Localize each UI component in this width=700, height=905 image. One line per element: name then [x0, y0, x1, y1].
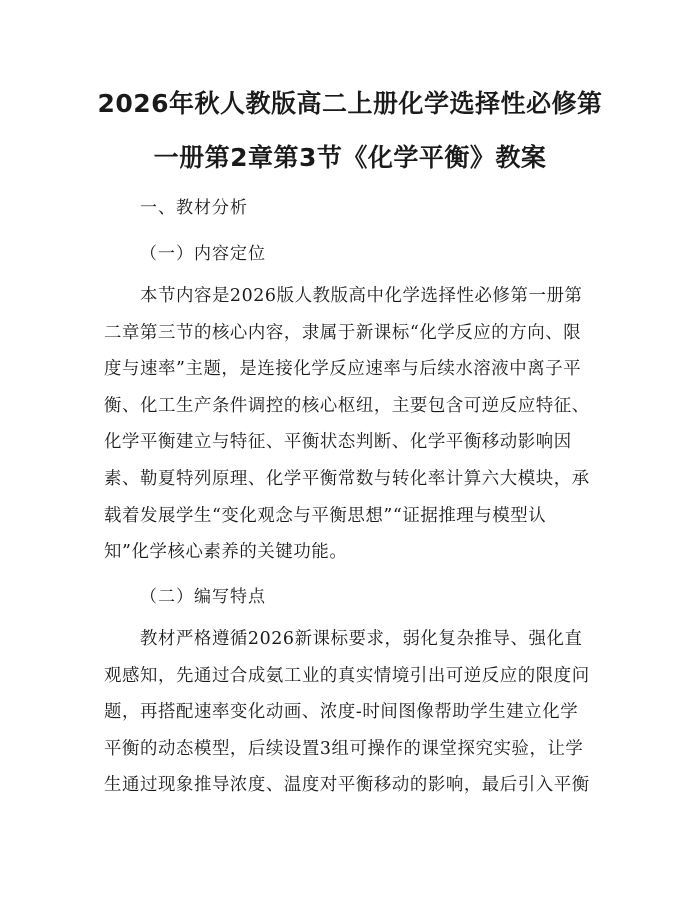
paragraph-line: 本节内容是2026版人教版高中化学选择性必修第一册第	[104, 286, 583, 306]
subsection-heading-writing-features: （二）编写特点	[140, 587, 266, 607]
document-title-line-1: 2026年秋人教版高二上册化学选择性必修第	[97, 89, 603, 118]
paragraph-line: 度与速率”主题，是连接化学反应速率与后续水溶液中离子平	[104, 359, 582, 380]
document-title-line-2: 一册第2章第3节《化学平衡》教案	[153, 143, 547, 172]
paragraph-line: 衡、化工生产条件调控的核心枢纽，主要包含可逆反应特征、	[104, 395, 590, 416]
paragraph-line: 化学平衡建立与特征、平衡状态判断、化学平衡移动影响因	[104, 432, 572, 453]
paragraph-line: 题，再搭配速率变化动画、浓度-时间图像帮助学生建立化学	[104, 702, 579, 723]
subsection-heading-content-positioning: （一）内容定位	[140, 244, 266, 264]
paragraph-line: 素、勒夏特列原理、化学平衡常数与转化率计算六大模块，承	[104, 468, 590, 489]
paragraph-line: 教材严格遵循2026新课标要求，弱化复杂推导、强化直	[104, 629, 583, 649]
paragraph-line: 知”化学核心素养的关键功能。	[104, 542, 348, 563]
paragraph-line: 载着发展学生“变化观念与平衡思想”“证据推理与模型认	[104, 505, 547, 526]
paragraph-line: 平衡的动态模型，后续设置3组可操作的课堂探究实验，让学	[104, 738, 584, 759]
paragraph-line: 观感知，先通过合成氨工业的真实情境引出可逆反应的限度问	[104, 665, 590, 686]
paragraph-writing-features	[104, 621, 598, 804]
paragraph-content-positioning	[104, 278, 598, 571]
paragraph-line: 二章第三节的核心内容，隶属于新课标“化学反应的方向、限	[104, 322, 582, 343]
section-heading-textbook-analysis: 一、教材分析	[140, 198, 248, 218]
paragraph-line: 生通过现象推导浓度、温度对平衡移动的影响，最后引入平衡	[104, 775, 590, 796]
